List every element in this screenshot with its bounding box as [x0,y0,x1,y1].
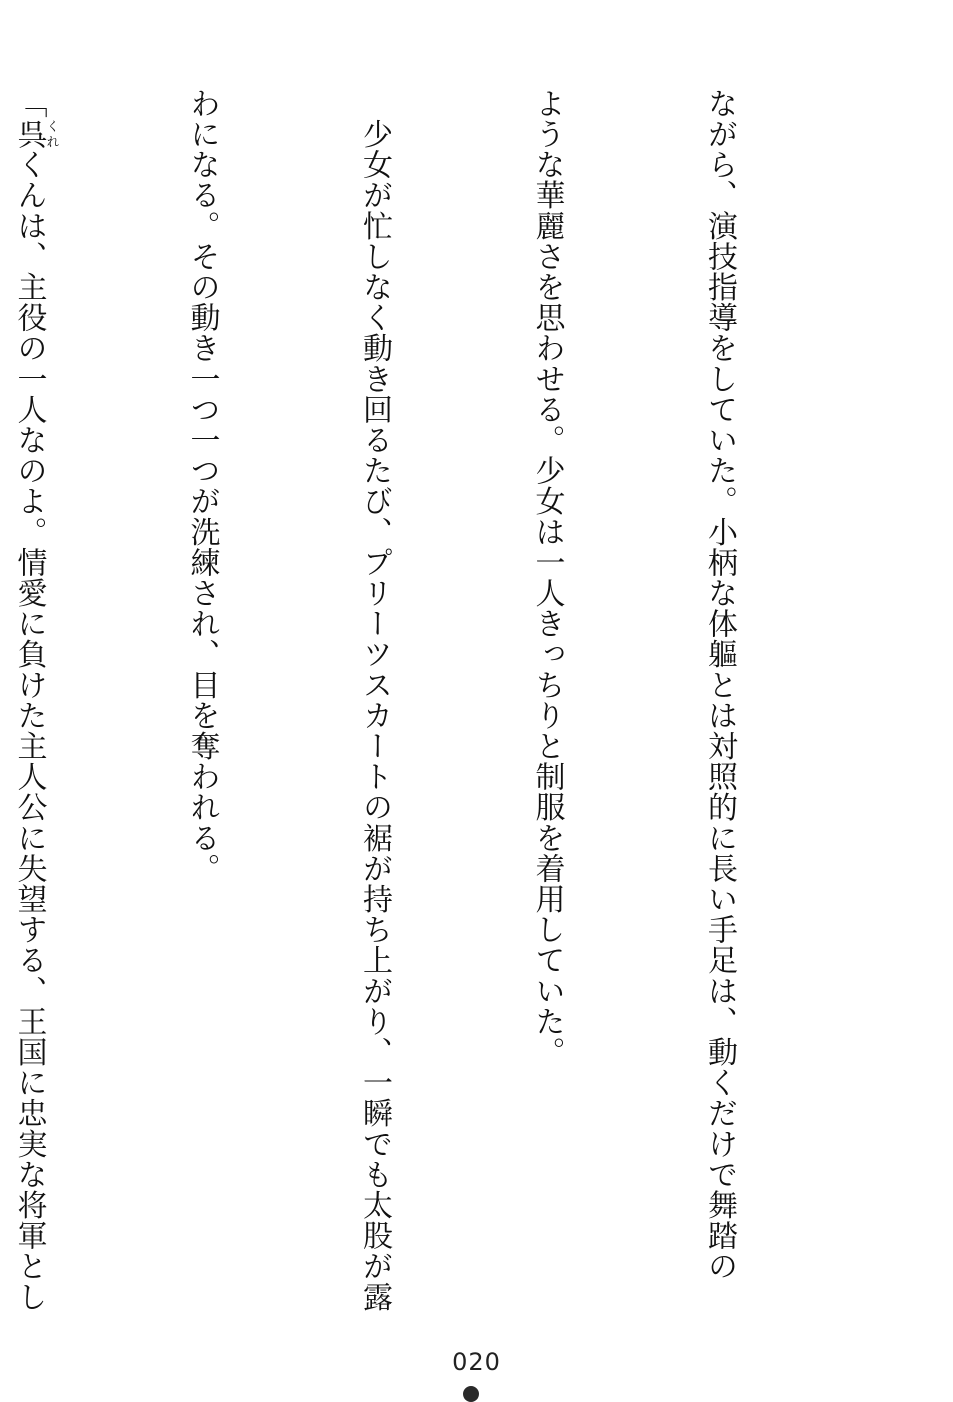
vertical-text-block [0,88,863,1348]
ruby-kure-reading: くれ [43,118,59,150]
page-number: 020 [452,1348,501,1376]
open-quote: 「 [11,88,47,119]
text-column-4: わになる。その動き一つ一つが洗練され、目を奪われる。 [184,88,220,884]
text-column-2: ような華麗さを思わせる。少女は一人きっちりと制服を着用していた。 [529,88,565,1068]
text-column-5-dialogue [0,88,58,1348]
text-column-3: 少女が忙しなく動き回るたび、プリーツスカートの裾が持ち上がり、一瞬でも太股が露 [357,88,392,1312]
ruby-kure-base: 呉 [11,118,47,150]
dialogue-part-1: くんは、主役の一人なのよ。情愛に負けた主人公に失望する、王国に忠実な将軍とし [11,149,47,1313]
ruby-kure [11,118,59,150]
text-column-1: ながら、演技指導をしていた。小柄な体軀とは対照的に長い手足は、動くだけで舞踏の [702,88,737,1282]
